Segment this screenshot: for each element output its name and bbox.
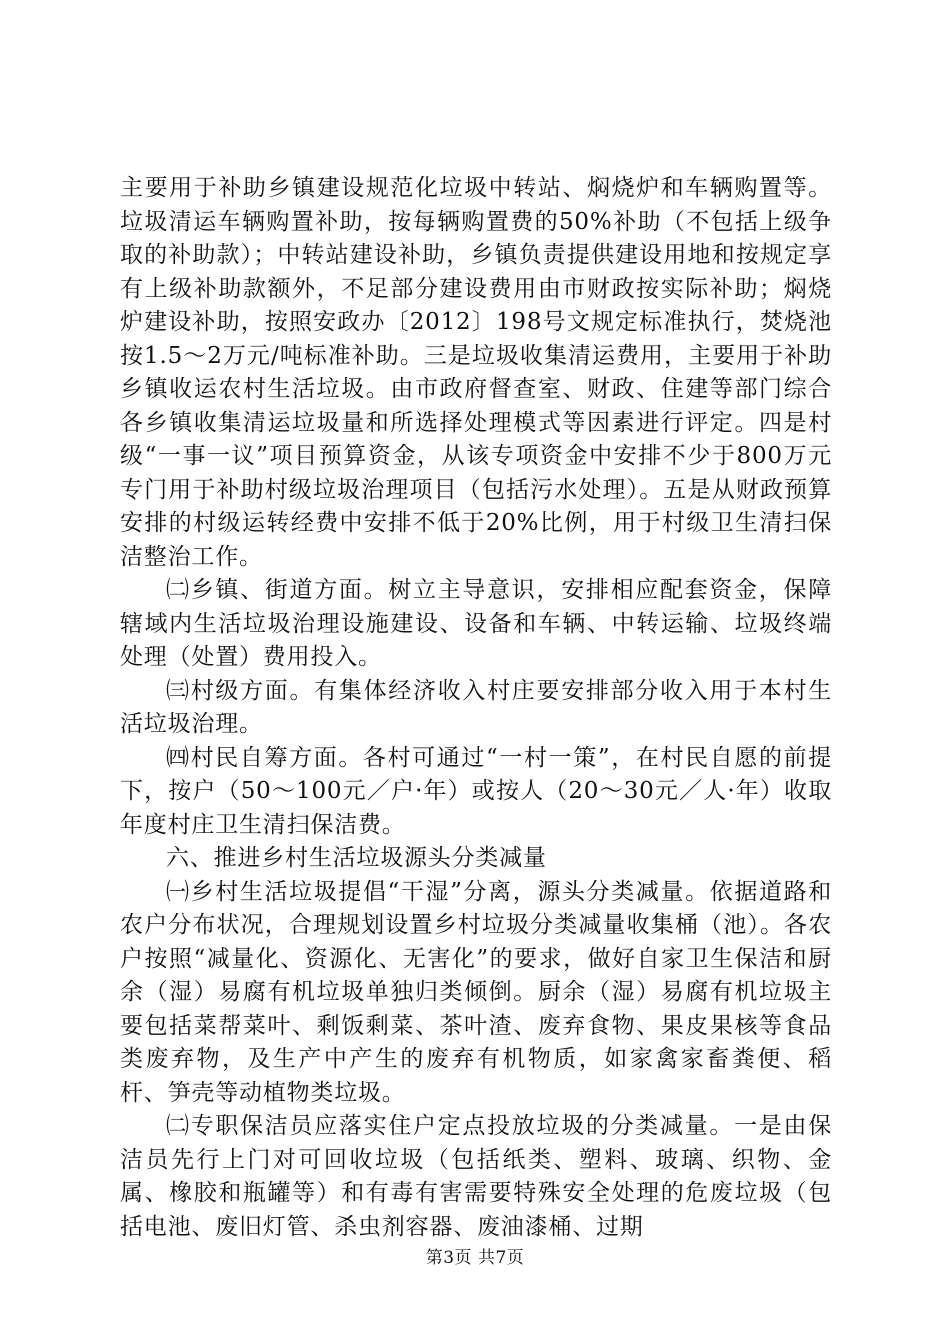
body-paragraph-1: 主要用于补助乡镇建设规范化垃圾中转站、焖烧炉和车辆购置等。垃圾清运车辆购置补助，按每辆购置费的50%补助（不包括上级争取的补助款）；中转站建设补助，乡镇负责提供建设用地和按规定享有上级补助款额外，不足部分建设费用由市财政按实际补助；焖烧炉建设补助，按照安政办〔2012〕198号文规定标准执行，焚烧池按1.5～2万元/吨标准补助。三是垃圾收集清运费用，主要用于补助乡镇收运农村生活垃圾。由市政府督查室、财政、住建等部门综合各乡镇收集清运垃圾量和所选择处理模式等因素进行评定。四是村级“一事一议”项目预算资金，从该专项资金中安排不少于800万元专门用于补助村级垃圾治理项目（包括污水处理）。五是从财政预算安排的村级运转经费中安排不低于20%比例，用于村级卫生清扫保洁整治工作。	[120, 175, 832, 570]
body-paragraph-5: ㈠乡村生活垃圾提倡“干湿”分离，源头分类减量。依据道路和农户分布状况，合理规划设置乡村垃圾分类减量收集桶（池）。各农户按照“减量化、资源化、无害化”的要求，做好自家卫生保洁和厨余（湿）易腐有机垃圾单独归类倾倒。厨余（湿）易腐有机垃圾主要包括菜帮菜叶、剩饭剩菜、茶叶渣、废弃食物、果皮果核等食品类废弃物，及生产中产生的废弃有机物质，如家禽家畜粪便、稻杆、笋壳等动植物类垃圾。	[120, 878, 832, 1106]
body-paragraph-3: ㈢村级方面。有集体经济收入村庄要安排部分收入用于本村生活垃圾治理。	[120, 677, 832, 737]
body-paragraph-2: ㈡乡镇、街道方面。树立主导意识，安排相应配套资金，保障辖域内生活垃圾治理设施建设、设备和车辆、中转运输、垃圾终端处理（处置）费用投入。	[120, 577, 832, 670]
body-paragraph-6: ㈡专职保洁员应落实住户定点投放垃圾的分类减量。一是由保洁员先行上门对可回收垃圾（包括纸类、塑料、玻璃、织物、金属、橡胶和瓶罐等）和有毒有害需要特殊安全处理的危废垃圾（包括电池、废旧灯管、杀虫剂容器、废油漆桶、过期	[120, 1113, 832, 1240]
page-number-footer: 第3页 共7页	[425, 1248, 525, 1268]
body-paragraph-4: ㈣村民自筹方面。各村可通过“一村一策”，在村民自愿的前提下，按户（50～100元／户·年）或按人（20～30元／人·年）收取年度村庄卫生清扫保洁费。	[120, 744, 832, 838]
document-body	[120, 172, 832, 1244]
section-heading-6: 六、推进乡村生活垃圾源头分类减量	[166, 845, 547, 871]
